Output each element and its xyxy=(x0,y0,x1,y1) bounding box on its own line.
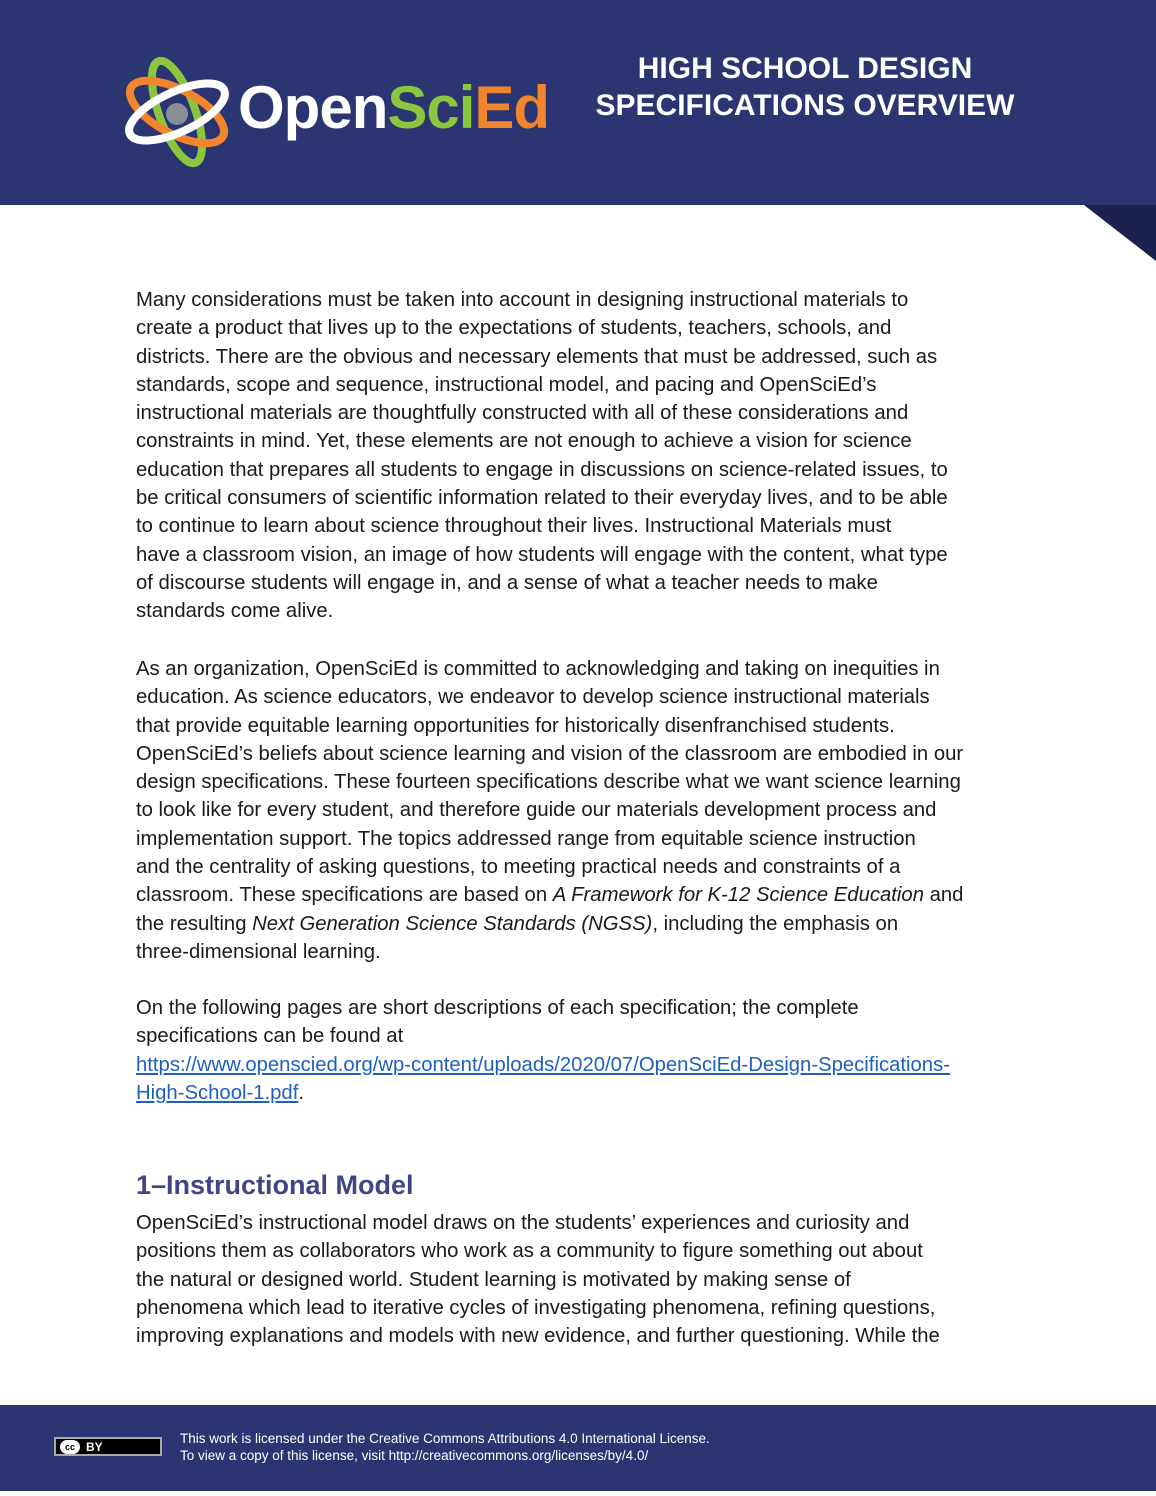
cc-by-badge-icon[interactable]: cc BY xyxy=(54,1437,162,1456)
specifications-paragraph: On the following pages are short descriptions of each specification; the complete specifications can be found at https://www.openscied.org/wp-content/uploads/2020/07/OpenSciEd-Design-Specifications- High-School-1.pdf. xyxy=(136,997,950,1104)
document-title: HIGH SCHOOL DESIGN SPECIFICATIONS OVERVIEW xyxy=(595,52,1015,122)
specifications-link[interactable]: https://www.openscied.org/wp-content/uploads/2020/07/OpenSciEd-Design-Specifications- xyxy=(136,1053,950,1076)
logo-wordmark: OpenSciEd xyxy=(238,74,550,141)
framework-title: A Framework for K-12 Science Education xyxy=(552,884,924,907)
instructional-model-paragraph: OpenSciEd’s instructional model draws on the students’ experiences and curiosity and positions them as collaborators who work as a community to figure something out about the natural or designed world. Student learning is motivated by making sense of phenomena which lead to iterative cycles of investigating phenomena, refining questions, improving explanations and models with new evidence, and further questioning. While the xyxy=(136,1212,940,1348)
intro-paragraph: Many considerations must be taken into account in designing instructional materials to create a product that lives up to the expectations of students, teachers, schools, and districts. There are the obvious and necessary elements that must be addressed, such as standards, scope and sequence, instructional model, and pacing and OpenSciEd’s instructional materials are thoughtfully constructed with all of these considerations and constraints in mind. Yet, these elements are not enough to achieve a vision for science education that prepares all students to engage in discussions on science-related issues, to be critical consumers of scientific information related to their everyday lives, and to be able to continue to learn about science throughout their lives. Instructional Materials must have a classroom vision, an image of how students will engage with the content, what type of discourse students will engage in, and a sense of what a teacher needs to make standards come alive. xyxy=(136,289,948,623)
license-text: This work is licensed under the Creative Commons Attributions 4.0 International License. To view a copy of this license, visit http://creativecommons.org/licenses/by/4.0/ xyxy=(180,1431,710,1463)
ngss-title: Next Generation Science Standards (NGSS) xyxy=(252,912,653,935)
corner-decoration xyxy=(1084,205,1156,261)
section-heading: 1–Instructional Model xyxy=(136,1170,414,1200)
specifications-link-continued[interactable]: High-School-1.pdf xyxy=(136,1081,299,1104)
organization-paragraph: As an organization, OpenSciEd is committed to acknowledging and taking on inequities in education. As science educators, we endeavor to develop science instructional materials that provide equitable learning opportunities for historically disenfranchised students. OpenSciEd’s beliefs about science learning and vision of the classroom are embodied in our design specifications. These fourteen specifications describe what we want science learning to look like for every student, and therefore guide our materials development process and implementation support. The topics addressed range from equitable science instruction and the centrality of asking questions, to meeting practical needs and constraints of a classroom. These specifications are based on A Framework for K-12 Science Education and the resulting Next Generation Science Standards (NGSS), including the emphasis on three-dimensional learning. xyxy=(136,658,964,963)
